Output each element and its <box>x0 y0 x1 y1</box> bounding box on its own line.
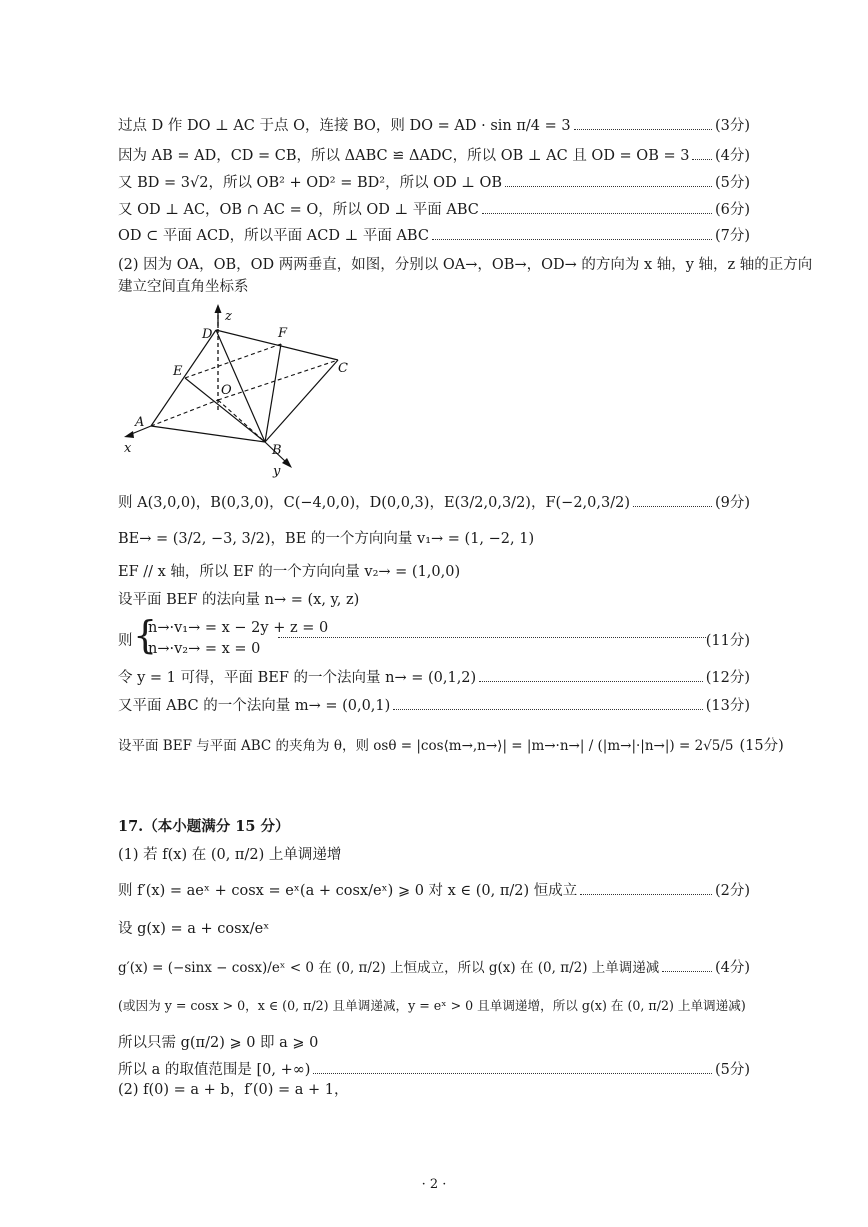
solution-line: 又 BD = 3√2，所以 OB² + OD² = BD²，所以 OD ⊥ OB (5分) <box>118 175 750 191</box>
label-B: B <box>272 443 282 458</box>
label-z: z <box>225 309 232 324</box>
label-O: O <box>221 383 232 398</box>
points-label: (11分) <box>705 633 750 649</box>
equation-2: n→·v₂→ = x = 0 <box>148 641 261 657</box>
system-prefix: 则 <box>118 633 133 649</box>
label-C: C <box>338 361 348 376</box>
solution-line: 所以 a 的取值范围是 [0, +∞) (5分) <box>118 1062 750 1078</box>
solution-line: 设 g(x) = a + cosx/eˣ <box>118 921 270 937</box>
label-y: y <box>273 464 281 479</box>
label-F: F <box>278 326 288 341</box>
solution-line: 所以只需 g(π/2) ⩾ 0 即 a ⩾ 0 <box>118 1035 319 1051</box>
label-D: D <box>202 327 213 342</box>
solution-line: 又 OD ⊥ AC，OB ∩ AC = O，所以 OD ⊥ 平面 ABC (6分) <box>118 202 750 218</box>
label-x: x <box>124 441 132 456</box>
solution-line: EF // x 轴，所以 EF 的一个方向向量 v₂→ = (1,0,0) <box>118 564 461 580</box>
solution-line: BE→ = (3/2, −3, 3/2)，BE 的一个方向向量 v₁→ = (1, −2, 1) <box>118 531 535 547</box>
part2-line: 建立空间直角坐标系 <box>118 279 249 295</box>
solution-line: (2) f(0) = a + b，f′(0) = a + 1， <box>118 1082 349 1098</box>
solution-line: 令 y = 1 可得，平面 BEF 的一个法向量 n→ = (0,1,2) (12分) <box>118 670 750 686</box>
solution-line: 则 f′(x) = aeˣ + cosx = eˣ(a + cosx/eˣ) ⩾ 0 对 x ∈ (0, π/2) 恒成立 (2分) <box>118 883 750 899</box>
solution-line: (1) 若 f(x) 在 (0, π/2) 上单调递增 <box>118 847 342 863</box>
part2-line: (2) 因为 OA，OB，OD 两两垂直，如图，分别以 OA→，OB→，OD→ 的方向为 x 轴，y 轴，z 轴的正方向 <box>118 257 813 273</box>
solution-line: g′(x) = (−sinx − cosx)/eˣ < 0 在 (0, π/2) 上恒成立，所以 g(x) 在 (0, π/2) 上单调递减 (4分) <box>118 960 750 976</box>
solution-line: 因为 AB = AD，CD = CB，所以 ΔABC ≌ ΔADC，所以 OB ⊥ AC 且 OD = OB = 3 (4分) <box>118 148 750 164</box>
equation-system <box>118 613 750 660</box>
page-number: · 2 · <box>421 1177 447 1192</box>
solution-line: (或因为 y = cosx > 0，x ∈ (0, π/2) 且单调递减，y = eˣ > 0 且单调递增，所以 g(x) 在 (0, π/2) 上单调递减) <box>118 998 746 1013</box>
solution-line: 过点 D 作 DO ⊥ AC 于点 O，连接 BO，则 DO = AD · sin π/4 = 3 (3分) <box>118 118 750 134</box>
solution-line: 又平面 ABC 的一个法向量 m→ = (0,0,1) (13分) <box>118 698 750 714</box>
equation-1: n→·v₁→ = x − 2y + z = 0 <box>148 620 329 636</box>
label-A: A <box>135 415 145 430</box>
coordinate-figure <box>115 300 348 480</box>
solution-line: 设平面 BEF 与平面 ABC 的夹角为 θ，则 osθ = |cos⟨m→,n→⟩| = |m→·n→| / (|m→|·|n→|) = 2√5/5 (15分) <box>118 738 784 754</box>
label-E: E <box>173 364 183 379</box>
brace: { <box>133 613 158 657</box>
question-heading: 17.（本小题满分 15 分） <box>118 818 290 835</box>
solution-line: 则 A(3,0,0)，B(0,3,0)，C(−4,0,0)，D(0,0,3)，E(3/2,0,3/2)，F(−2,0,3/2) (9分) <box>118 495 750 511</box>
solution-line: OD ⊂ 平面 ACD，所以平面 ACD ⊥ 平面 ABC (7分) <box>118 228 750 244</box>
solution-line: 设平面 BEF 的法向量 n→ = (x, y, z) <box>118 592 360 608</box>
